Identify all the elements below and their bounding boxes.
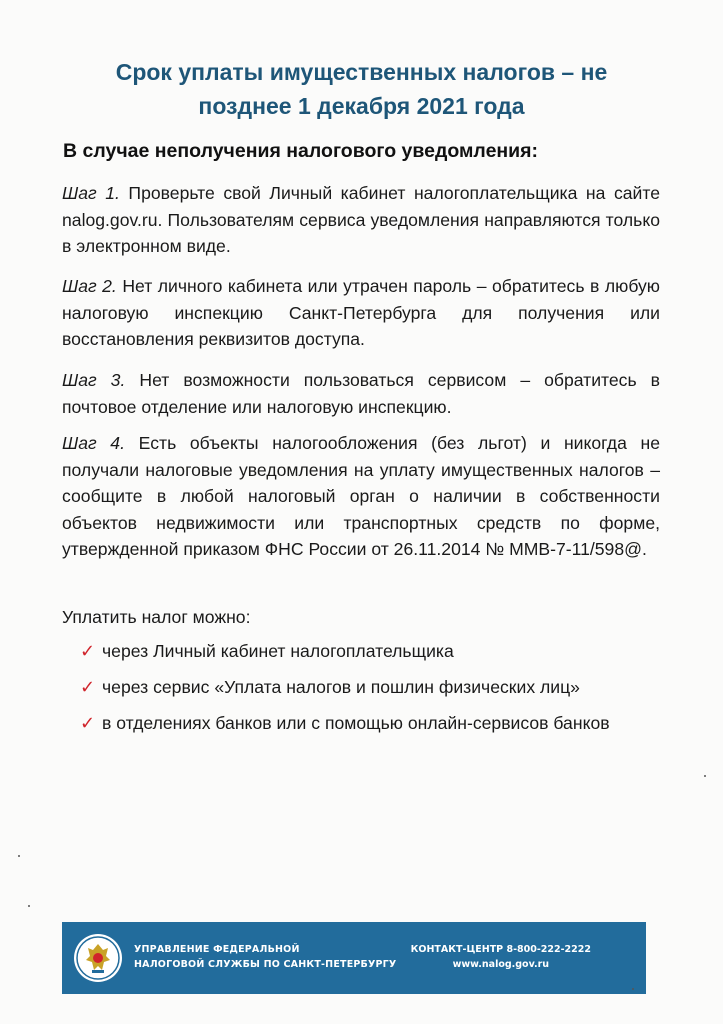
footer-contact <box>411 942 591 972</box>
title-line-2: позднее 1 декабря 2021 года <box>198 93 525 119</box>
step-2-label: Шаг 2. <box>62 276 117 296</box>
scan-speck <box>704 775 706 777</box>
step-2-text: Нет личного кабинета или утрачен пароль – обратитесь в любую налоговую инспекцию Санкт-Петербурга для получения или восстановления реквизитов доступа. <box>62 276 660 349</box>
step-2 <box>62 273 660 353</box>
scan-speck <box>18 855 20 857</box>
step-3-label: Шаг 3. <box>62 370 126 390</box>
footer-organization <box>134 942 396 972</box>
step-1-label: Шаг 1. <box>62 183 120 203</box>
payment-method-text: в отделениях банков или с помощью онлайн-сервисов банков <box>102 713 610 733</box>
step-3-text: Нет возможности пользоваться сервисом – обратитесь в почтовое отделение или налоговую инспекцию. <box>62 370 660 417</box>
list-item <box>80 710 660 736</box>
list-item <box>80 638 660 664</box>
step-1-text: Проверьте свой Личный кабинет налогоплательщика на сайте nalog.gov.ru. Пользователям сервиса уведомления направляются только в электронном виде. <box>62 183 661 256</box>
payment-method-text: через сервис «Уплата налогов и пошлин физических лиц» <box>102 677 580 697</box>
step-1 <box>62 180 660 260</box>
checkmark-icon: ✓ <box>80 677 96 697</box>
contact-phone: КОНТАКТ-ЦЕНТР 8-800-222-2222 <box>410 944 591 955</box>
title-line-1: Срок уплаты имущественных налогов – не <box>115 59 608 85</box>
checkmark-icon: ✓ <box>80 713 96 733</box>
checkmark-icon: ✓ <box>80 641 96 661</box>
org-line-1: УПРАВЛЕНИЕ ФЕДЕРАЛЬНОЙ <box>134 944 300 955</box>
org-line-2: НАЛОГОВОЙ СЛУЖБЫ ПО САНКТ-ПЕТЕРБУРГУ <box>134 959 397 970</box>
fns-emblem-icon <box>72 932 124 984</box>
list-item <box>80 674 660 700</box>
payment-methods-list <box>80 638 660 746</box>
payment-intro: Уплатить налог можно: <box>62 607 251 627</box>
subheading: В случае неполучения налогового уведомления: <box>63 140 539 162</box>
page-title <box>40 55 683 123</box>
footer-banner <box>62 922 646 994</box>
step-4 <box>62 430 660 563</box>
contact-website: www.nalog.gov.ru <box>452 959 550 970</box>
scan-speck <box>28 905 30 907</box>
step-4-label: Шаг 4. <box>62 433 125 453</box>
step-4-text: Есть объекты налогообложения (без льгот) и никогда не получали налоговые уведомления на уплату имущественных налогов – сообщите в любой налоговый орган о наличии в собственности объектов недвижимости или транспортных средств по форме, утвержденной приказом ФНС России от 26.11.2014 № ММВ-7-11/598@. <box>62 433 661 559</box>
step-3 <box>62 367 660 420</box>
scan-speck <box>632 988 634 990</box>
payment-method-text: через Личный кабинет налогоплательщика <box>102 641 454 661</box>
